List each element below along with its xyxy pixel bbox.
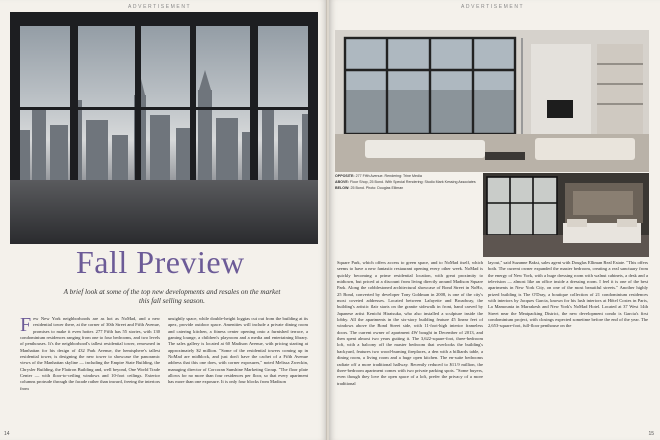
- hero-photo-skyline-window: [10, 12, 318, 244]
- living-room-photo: [335, 30, 649, 172]
- photo-captions: [335, 173, 481, 191]
- advertisement-header-left: ADVERTISEMENT: [128, 4, 192, 10]
- bedroom-photo: [483, 173, 649, 257]
- left-page: [0, 0, 327, 440]
- page-number-left: 14: [4, 431, 10, 437]
- drop-cap: F: [20, 316, 32, 336]
- caption-below: BELOW: 25 Bond. Photo: Douglas Elliman: [335, 186, 404, 190]
- article-dek: A brief look at some of the top new developments and resales on the market this fall selling season.: [63, 288, 281, 305]
- page-number-right: 15: [648, 431, 654, 437]
- article-title: Fall Preview: [76, 244, 245, 280]
- right-column-2: layout," said Suzanne Bakst, sales agent with Douglas Elliman Real Estate. "This offers both. The current owner expanded the master bedroom, creating a real sanctuary from the energy of New York, with a huge dressing room with walnut cabinets, a desk and a television — almost like an office inside a dressing room. I feel it is one of the best apartments in New York City, on one of the most beautiful streets." Another highly prized building is The O'Dray, a boutique collection of 21 condominium residences with interiors by Jacques Garcia, known for his lush interiors at Hôtel Costes in Paris, La Mamounia in Marrakesh and New York's NoMad Hotel. Located at 37 West 14th Street near the Meatpacking District, the new development condo is Garcia's first condominium project, with closings expected sometime before the end of the year. The 2,653-square-foot, full-floor penthouse on the: [488, 260, 648, 329]
- caption-above: ABOVE: Floor Shop, 25 Bond. With Special Rendering: Studio Mark Kessing Associates: [335, 180, 476, 184]
- right-column-1: Square Park, which offers access to green space, and to NoMad itself, which seems to have a new fantastic restaurant opening every other week. NoMad is quickly becoming a prime residential location, with great proximity to midtown, but priced at a discount from living directly around Madison Square Park. Along the cobblestoned architectural showcase of Bond Street in NoHo, 25 Bond, converted by developer Tony Goldman in 2008, is one of the city's most coveted addresses. Located between Lafayette and Broadway, the building's artistic flair starts on the granite sidewalk in front, hand carved by Japanese artist Kenichi Hiratsuka, who also installed a sculpture inside the lobby. All the apartments in the six-story building feature 45 linear feet of windows above the Bond Street side, with 11-foot-high interior frameless doors. The current owner of apartment 4W bought in December of 2013, and then spent almost two years gutting it. The 3,622-square-foot, three-bedroom loft, with a balcony off the master bedroom that overlooks the building's backyard, features two wood-burning fireplaces, a den with a billiards table, a dining room, a living room and a huge open kitchen. The en-suite bedrooms radiate off a more traditional hallway. Recently reduced to $11.9 million, the three-bedroom apartment comes with two private parking spots. "Some buyers, even though they love the open space of a loft, prefer the privacy of a more traditional: [337, 260, 483, 386]
- advertisement-header-right: ADVERTISEMENT: [461, 4, 525, 10]
- left-column-1: [20, 316, 160, 434]
- left-column-2: unsightly space, while double-height loggias cut out from the building at its apex, provide outdoor space. Amenities will include a private dining room and catering kitchen, a fitness center opening onto a furnished terrace, a gaming lounge, a children's playroom and a media and entertaining library. The sales gallery is located at 60 Madison Avenue, with pricing starting at approximately $2 million. "Some of the residential towers coming up in NoMad are midblock, and just don't have the cachet of a Fifth Avenue address that this one does, with corner exposures," noted Melissa Zweckin, managing director of Corcoran Sunshine Marketing Group. "The floor plate allows for no more than four residences per floor, so that every apartment has more than one exposure. It is only four blocks from Madison: [168, 316, 308, 385]
- caption-opposite: OPPOSITE: 277 Fifth Avenue. Rendering: Trine Media: [335, 174, 422, 178]
- left-column-1-text: ew New York neighborhoods are as hot as NoMad, and a new residential tower there, at the corner of 30th Street and Fifth Avenue, promises to make it even hotter. 277 Fifth has 55 stories, with 130 condominium residences ranging from one to four bedrooms, and two levels of penthouses. It's the neighborhood's tallest residential tower, renowned in Manhattan for his design of 432 Park Avenue, the hemisphere's tallest residential tower, is designing the new tower to showcase the panoramic views of the Manhattan skyline — including the Empire State Building, the Chrysler Building, the Flatiron Building and, well beyond, One World Trade Center — with floor-to-ceiling windows and 10-foot ceilings. Exterior columns protrude through the facade rather than inward, freeing the interiors from: [20, 316, 160, 391]
